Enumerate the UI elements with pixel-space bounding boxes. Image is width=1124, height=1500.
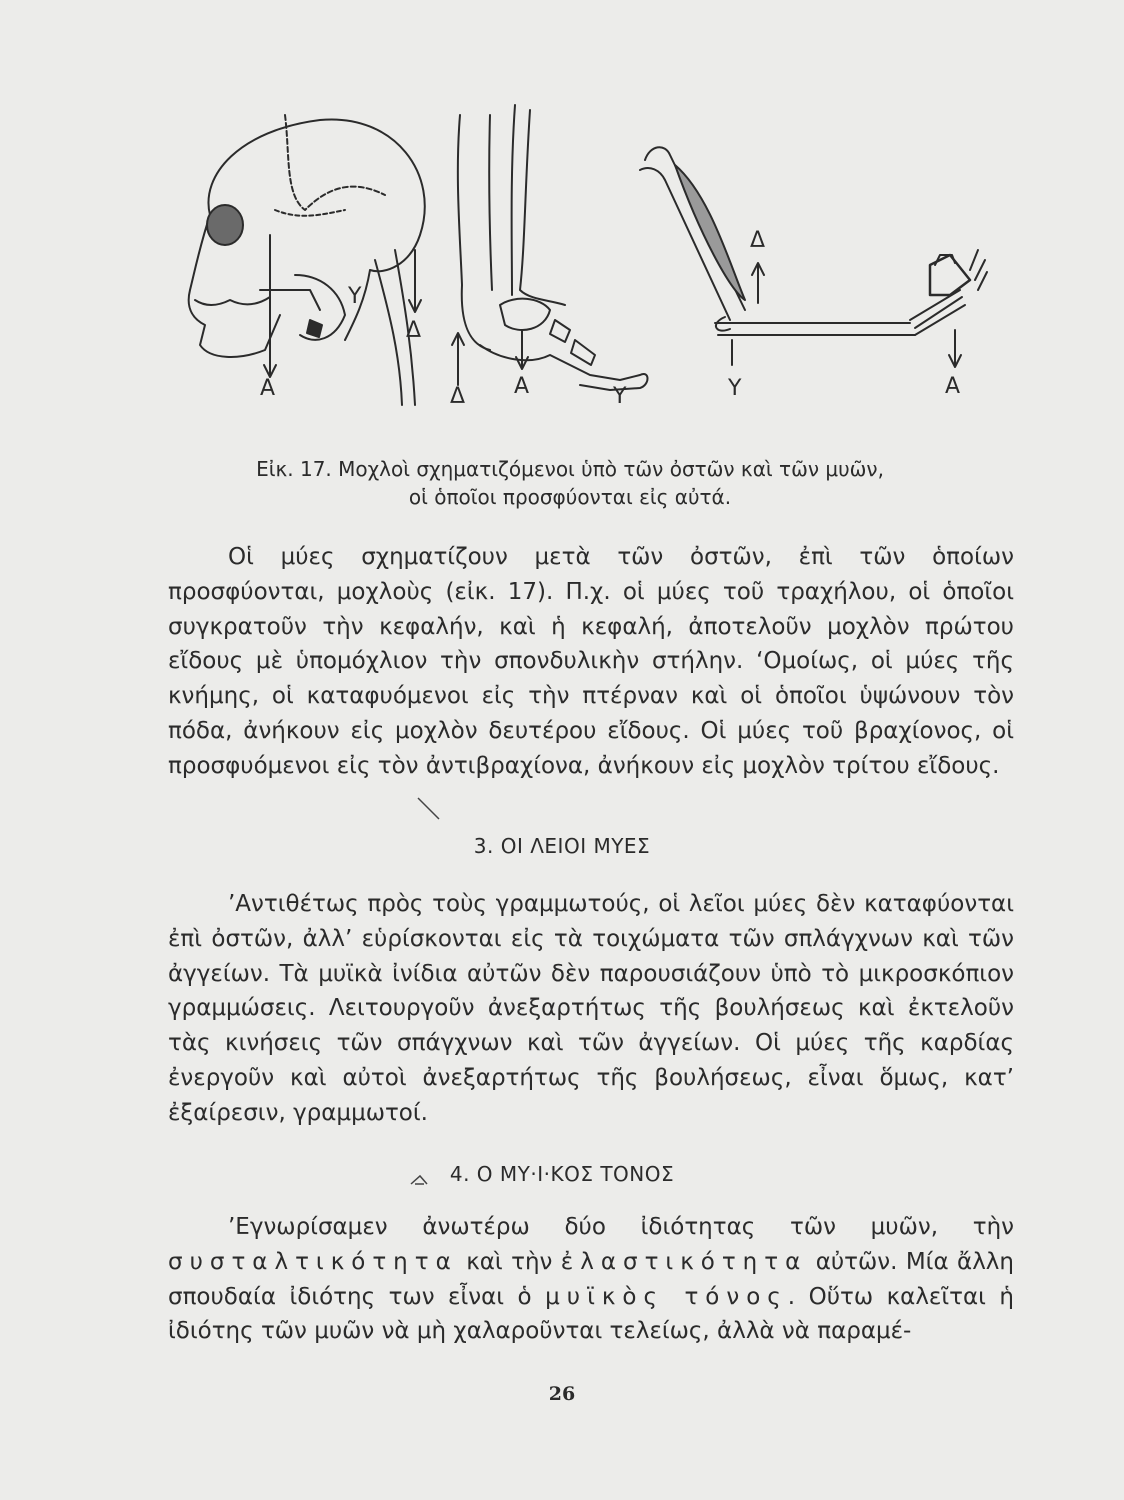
foot-label-d: Δ bbox=[450, 384, 466, 409]
skull-label-a: A bbox=[260, 376, 276, 401]
foot-label-a: A bbox=[514, 374, 530, 399]
foot-drawing bbox=[458, 105, 648, 390]
arm-label-y: Y bbox=[728, 376, 742, 401]
lever-illustration bbox=[170, 85, 1000, 415]
skull-label-d: Δ bbox=[406, 318, 422, 343]
term-elasticity: ἐλαστικότητα bbox=[560, 1248, 808, 1275]
page-number: 26 bbox=[548, 1383, 576, 1405]
pencil-mark-heading bbox=[408, 1172, 430, 1188]
para3-text-3: αὐτῶν. Μία ἄλλη σπουδαία ἰδιότης των εἶναι ὁ bbox=[168, 1248, 1014, 1310]
skull-label-y: Y bbox=[348, 284, 362, 309]
para3-text-1: ’Εγνωρίσαμεν ἀνωτέρω δύο ἰδιότητας τῶν μυῶν, τὴν bbox=[228, 1214, 1014, 1240]
arm-drawing bbox=[640, 147, 987, 335]
arm-label-d: Δ bbox=[750, 228, 766, 253]
arm-label-a: A bbox=[945, 374, 961, 399]
skull-drawing bbox=[189, 115, 425, 405]
lever-figure bbox=[170, 85, 1000, 415]
section-heading-muscle-tone: 4. Ο ΜΥ·Ι·ΚΟΣ ΤΟΝΟΣ bbox=[449, 1162, 675, 1186]
pencil-mark bbox=[415, 795, 445, 825]
para3-text-2: καὶ τὴν bbox=[457, 1248, 561, 1275]
section-heading-smooth-muscles: 3. ΟΙ ΛΕΙΟΙ ΜΥΕΣ bbox=[473, 834, 651, 858]
figure-caption-line-1: Εἰκ. 17. Μοχλοὶ σχηματιζόμενοι ὑπὸ τῶν ὀστῶν καὶ τῶν μυῶν, bbox=[256, 457, 884, 481]
foot-label-y: Y bbox=[613, 384, 627, 409]
para3-text-4: . Οὕτω καλεῖται ἡ ἰδιότης τῶν μυῶν νὰ μὴ χαλαροῦνται τελείως, ἀλλὰ νὰ παραμέ- bbox=[168, 1283, 1015, 1345]
paragraph-levers: Οἱ μύες σχηματίζουν μετὰ τῶν ὀστῶν, ἐπὶ τῶν ὁποίων προσφύονται, μοχλοὺς (εἰκ. 17). Π.χ. οἱ μύες τοῦ τραχήλου, οἱ ὁποῖοι συγκρατοῦν τὴν κεφαλήν, καὶ ἡ κεφαλή, ἀποτελοῦν μοχλὸν πρώτου εἴδους μὲ ὑπομόχλιον τὴν σπονδυλικὴν στήλην. ‘Ομοίως, οἱ μύες τῆς κνήμης, οἱ καταφυόμενοι εἰς τὴν πτέρναν καὶ οἱ ὁποῖοι ὑψώνουν τὸν πόδα, ἀνήκουν εἰς μοχλὸν δευτέρου εἴδους. Οἱ μύες τοῦ βραχίονος, οἱ προσφυόμενοι εἰς τὸν ἀντιβραχίονα, ἀνήκουν εἰς μοχλὸν τρίτου εἴδους. bbox=[168, 544, 1014, 779]
paragraph-muscle-tone bbox=[168, 1210, 1014, 1349]
figure-caption-line-2: οἱ ὁποῖοι προσφύονται εἰς αὐτά. bbox=[408, 485, 732, 509]
paragraph-smooth-muscles: ’Αντιθέτως πρὸς τοὺς γραμμωτούς, οἱ λεῖοι μύες δὲν καταφύονται ἐπὶ ὀστῶν, ἀλλ’ εὑρίσκονται εἰς τὰ τοιχώματα τῶν σπλάγχνων καὶ τῶν ἀγγείων. Τὰ μυϊκὰ ἰνίδια αὐτῶν δὲν παρουσιάζουν ὑπὸ τὸ μικροσκόπιον γραμμώσεις. Λειτουργοῦν ἀνεξαρτήτως τῆς βουλήσεως καὶ ἐκτελοῦν τὰς κινήσεις τῶν σπάγχνων καὶ τῶν ἀγγείων. Οἱ μύες τῆς καρδίας ἐνεργοῦν καὶ αὐτοὶ ἀνεξαρτήτως τῆς βουλήσεως, εἶναι ὅμως, κατ’ ἐξαίρεσιν, γραμμωτοί. bbox=[168, 891, 1014, 1126]
term-contractility: συσταλτικότητα bbox=[168, 1248, 458, 1275]
term-muscle-tone: μυϊκὸς τόνος bbox=[545, 1283, 788, 1310]
